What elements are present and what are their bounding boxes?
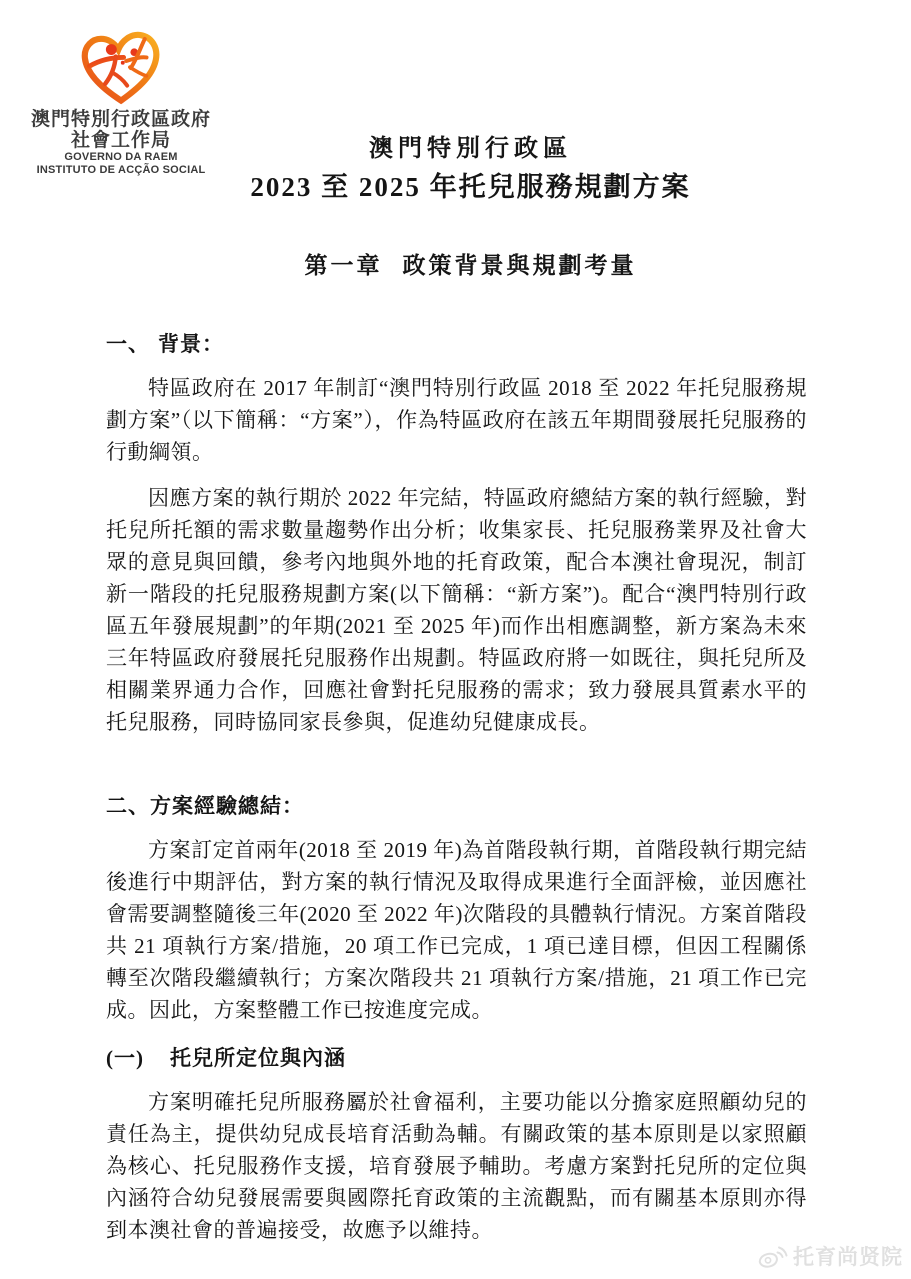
section-1-number: 一、 [106,332,150,356]
section-1-paragraph-2: 因應方案的執行期於 2022 年完結，特區政府總結方案的執行經驗，對托兒所托額的需求數量趨勢作出分析；收集家長、托兒服務業界及社會大眾的意見與回饋，參考內地與外地的托育政策，配合本澳社會現況，制訂新一階段的托兒服務規劃方案(以下簡稱：“新方案”)。配合“澳門特別行政區五年發展規劃”的年期(2021 至 2025 年)而作出相應調整，新方案為未來三年特區政府發展托兒服務作出規劃。特區政府將一如既往，與托兒所及相關業界通力合作，回應社會對托兒服務的需求；致力發展具質素水平的托兒服務，同時協同家長參與，促進幼兒健康成長。 [106,486,807,734]
org-name-pt-line2: INSTITUTO DE ACÇÃO SOCIAL [36,164,206,176]
org-name-zh-line2: 社會工作局 [70,130,171,151]
section-1-paragraph-1: 特區政府在 2017 年制訂“澳門特別行政區 2018 至 2022 年托兒服務規劃方案”（以下簡稱：“方案”），作為特區政府在該五年期間發展托兒服務的行動綱領。 [106,376,807,464]
subsection-1-paragraph-1: 方案明確托兒所服務屬於社會福利，主要功能以分擔家庭照顧幼兒的責任為主，提供幼兒成長培育活動為輔。有關政策的基本原則是以家照顧為核心、托兒服務作支援，培育發展予輔助。考慮方案對托兒所的定位與內涵符合幼兒發展需要與國際托育政策的主流觀點，而有關基本原則亦得到本澳社會的普遍接受，故應予以維持。 [106,1090,807,1242]
watermark [758,1241,903,1271]
subsection-1-title: 托兒所定位與內涵 [170,1046,346,1070]
weibo-icon [758,1244,788,1269]
chapter-number: 第一章 [304,253,383,278]
title-line2: 2023 至 2025 年托兒服務規劃方案 [250,172,691,202]
org-name-zh-line1: 澳門特別行政區政府 [30,109,211,130]
subsection-1-heading [106,1042,807,1074]
section-1-heading [106,328,807,360]
section-1-title: 背景： [158,332,224,356]
ias-heart-logo-icon [29,24,213,105]
section-2-paragraph-1: 方案訂定首兩年(2018 至 2019 年)為首階段執行期，首階段執行期完結後進行中期評估，對方案的執行情況及取得成果進行全面評檢，並因應社會需要調整隨後三年(2020 至 2022 年)次階段的具體執行情況。方案首階段共 21 項執行方案/措施，20 項工作已完成，1 項已達目標，但因工程關係轉至次階段繼續執行；方案次階段共 21 項執行方案/措施，21 項工作已完成。因此，方案整體工作已按進度完成。 [106,838,807,1022]
document-title [0,133,911,205]
document-body [106,320,807,1246]
watermark-text: 托育尚贤院 [793,1246,903,1269]
org-name-pt-line1: GOVERNO DA RAEM [64,151,178,163]
chapter-title: 政策背景與規劃考量 [402,253,637,278]
section-2-heading [106,790,807,822]
chapter-heading [0,247,911,280]
section-2-title: 方案經驗總結： [150,794,304,818]
title-line1: 澳門特別行政區 [369,136,572,162]
section-2-number: 二、 [106,794,150,818]
subsection-1-number: (一) [106,1046,144,1070]
